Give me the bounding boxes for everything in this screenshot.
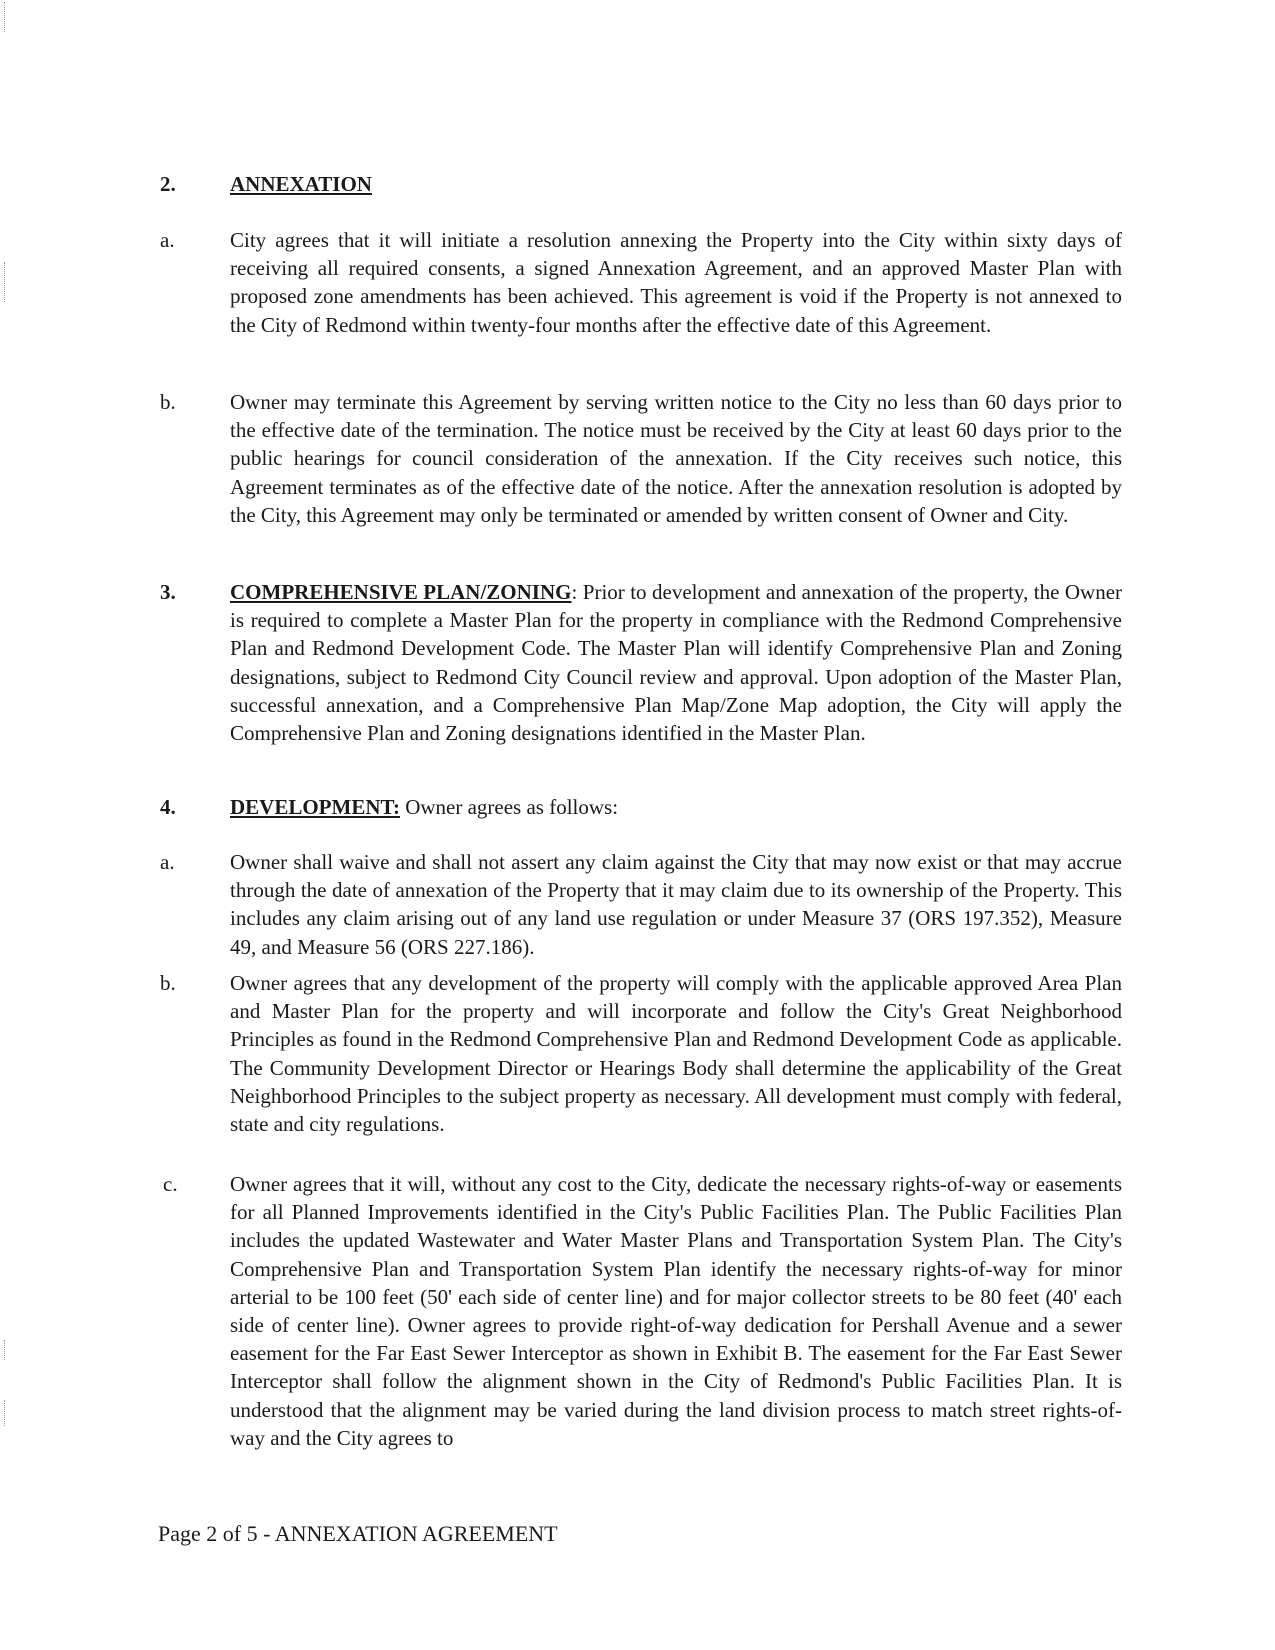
clause-label: c. xyxy=(163,1172,178,1196)
clause-text: Owner may terminate this Agreement by serving written notice to the City no less than 60 days prior to the effective date of the termination. The notice must be received by the City at least 60 days prior to the public hearings for council consideration of the annexation. If the City receives such notice, this Agreement terminates as of the effective date of the notice. After the annexation resolution is adopted by the City, this Agreement may only be terminated or amended by written consent of Owner and City. xyxy=(230,390,1122,527)
margin-scan-mark xyxy=(4,2,8,32)
clause-2b xyxy=(160,388,1122,529)
page-footer: Page 2 of 5 - ANNEXATION AGREEMENT xyxy=(158,1521,558,1546)
section-text xyxy=(230,793,1122,821)
section-number: 4. xyxy=(160,795,176,819)
section-heading: ANNEXATION xyxy=(230,172,372,196)
section-body: Prior to development and annexation of the property, the Owner is required to complete a Master Plan for the property in compliance with the Redmond Comprehensive Plan and Redmond Development Code. The Master Plan will identify Comprehensive Plan and Zoning designations, subject to Redmond City Council review and approval. Upon adoption of the Master Plan, successful annexation, and a Comprehensive Plan Map/Zone Map adoption, the City will apply the Comprehensive Plan and Zoning designations identified in the Master Plan. xyxy=(230,580,1123,746)
margin-scan-mark xyxy=(4,1340,8,1360)
section-heading: COMPREHENSIVE PLAN/ZONING xyxy=(230,580,572,604)
clause-4b xyxy=(160,969,1122,1138)
section-heading: DEVELOPMENT: xyxy=(230,795,400,819)
clause-4a xyxy=(160,848,1122,961)
section-number: 3. xyxy=(160,580,176,604)
clause-text: Owner agrees that any development of the property will comply with the applicable approved Area Plan and Master Plan for the property and will incorporate and follow the City's Great Neighborhood Principles as found in the Redmond Comprehensive Plan and Redmond Development Code as applicable. The Community Development Director or Hearings Body shall determine the applicability of the Great Neighborhood Principles to the subject property as necessary. All development must comply with federal, state and city regulations. xyxy=(230,971,1122,1137)
section-body: Owner agrees as follows: xyxy=(399,795,619,819)
section-text xyxy=(230,578,1122,747)
clause-text: City agrees that it will initiate a resolution annexing the Property into the City within sixty days of receiving all required consents, a signed Annexation Agreement, and an approved Master Plan with proposed zone amendments has been achieved. This agreement is void if the Property is not annexed to the City of Redmond within twenty-four months after the effective date of this Agreement. xyxy=(230,228,1122,337)
section-2-heading xyxy=(160,170,1122,198)
clause-4c xyxy=(160,1170,1122,1452)
clause-text: Owner agrees that it will, without any cost to the City, dedicate the necessary rights-of-way or easements for all Planned Improvements identified in the City's Public Facilities Plan. The Public Facilities Plan includes the updated Wastewater and Water Master Plans and Transportation System Plan. The City's Comprehensive Plan and Transportation System Plan identify the necessary rights-of-way for minor arterial to be 100 feet (50' each side of center line) and for major collector streets to be 80 feet (40' each side of center line). Owner agrees to provide right-of-way dedication for Pershall Avenue and a sewer easement for the Far East Sewer Interceptor as shown in Exhibit B. The easement for the Far East Sewer Interceptor shall follow the alignment shown in the City of Redmond's Public Facilities Plan. It is understood that the alignment may be varied during the land division process to match street rights-of-way and the City agrees to xyxy=(230,1172,1122,1450)
heading-colon: : xyxy=(571,580,578,604)
clause-label: b. xyxy=(160,971,176,995)
section-3 xyxy=(160,578,1122,747)
section-4 xyxy=(160,793,1122,821)
clause-text: Owner shall waive and shall not assert any claim against the City that may now exist or that may accrue through the date of annexation of the Property that it may claim due to its ownership of the Property. This includes any claim arising out of any land use regulation or under Measure 37 (ORS 197.352), Measure 49, and Measure 56 (ORS 227.186). xyxy=(230,850,1122,959)
margin-scan-mark xyxy=(4,1400,8,1426)
margin-scan-mark xyxy=(4,262,8,302)
clause-label: a. xyxy=(160,850,175,874)
clause-label: a. xyxy=(160,228,175,252)
section-number: 2. xyxy=(160,172,176,196)
clause-2a xyxy=(160,226,1122,339)
clause-label: b. xyxy=(160,390,176,414)
